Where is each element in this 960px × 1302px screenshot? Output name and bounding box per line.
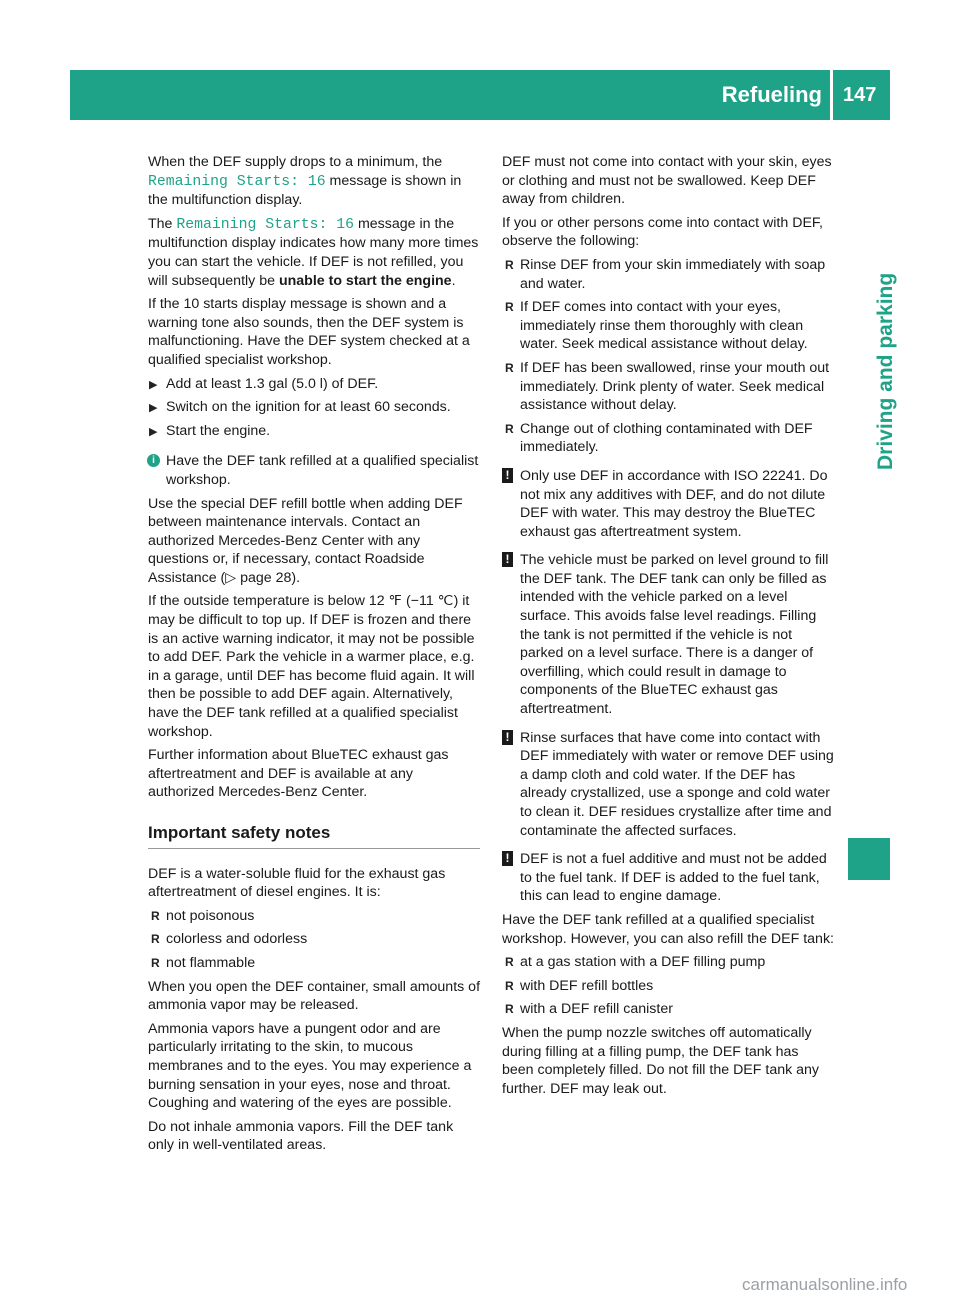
paragraph: When the DEF supply drops to a minimum, the Remaining Starts: 16 message is shown in the multifunction display. — [148, 154, 462, 209]
warning-note: ! Only use DEF in accordance with ISO 22241. Do not mix any additives with DEF, and do not dilute DEF with water. This may destroy the BlueTEC exhaust gas aftertreatment system. — [502, 467, 834, 541]
list-item: R not flammable — [148, 954, 480, 973]
paragraph: DEF is a water-soluble fluid for the exhaust gas aftertreatment of diesel engines. It is: — [148, 865, 446, 901]
paragraph: When you open the DEF container, small amounts of ammonia vapor may be released. — [148, 978, 481, 1014]
list-item: R at a gas station with a DEF filling pump — [502, 953, 834, 972]
list-item: R with DEF refill bottles — [502, 977, 834, 996]
list-item: R Change out of clothing contaminated with DEF immediately. — [502, 420, 834, 457]
paragraph: When the pump nozzle switches off automatically during filling at a filling pump, the DEF tank has been completely filled. Do not fill the DEF tank any further. DEF may leak out. — [502, 1024, 820, 1097]
display-message: Remaining Starts: 16 — [148, 173, 326, 190]
step-item: ▶ Start the engine. — [148, 422, 480, 441]
warning-note: ! DEF is not a fuel additive and must not be added to the fuel tank. If DEF is added to the fuel tank, this can lead to engine damage. — [502, 850, 834, 906]
paragraph: Further information about BlueTEC exhaust gas aftertreatment and DEF is available at any authorized Mercedes-Benz Center. — [148, 747, 449, 801]
section-title: Refueling — [721, 82, 822, 107]
list-item: R with a DEF refill canister — [502, 1000, 834, 1019]
watermark: carmanualsonline.info — [742, 1275, 908, 1294]
list-item: R Rinse DEF from your skin immediately with soap and water. — [502, 256, 834, 293]
paragraph: Use the special DEF refill bottle when adding DEF between maintenance intervals. Contact an authorized Mercedes-Benz Center with any questions or, if necessary, contact Roadside Assistance (▷ page 28). — [148, 495, 463, 586]
step-item: ▶ Switch on the ignition for at least 60 seconds. — [148, 398, 480, 417]
paragraph: Have the DEF tank refilled at a qualified specialist workshop. However, you can also refill the DEF tank: — [502, 911, 834, 947]
header-separator — [830, 70, 833, 120]
list-item: R not poisonous — [148, 907, 480, 926]
left-column — [148, 153, 480, 1160]
paragraph: The Remaining Starts: 16 message in the multifunction display indicates how many more times you can start the vehicle. If DEF is not refilled, you will subsequently be unable to start the engine. — [148, 215, 479, 289]
paragraph: Do not inhale ammonia vapors. Fill the DEF tank only in well-ventilated areas. — [148, 1118, 454, 1154]
paragraph: If the outside temperature is below 12 ℉ (−11 ℃) it may be difficult to top up. If DEF is frozen and there is an active warning indicator, it may not be possible to add DEF. Park the vehicle in a warmer place, e.g. in a garage, until DEF has become fluid again. It will then be possible to add DEF again. Alternatively, have the DEF tank refilled at a qualified specialist workshop. — [148, 593, 475, 740]
section-heading: Important safety notes — [148, 824, 480, 849]
warning-icon: ! — [502, 730, 513, 745]
chapter-marker — [848, 838, 890, 880]
page-reference-link[interactable]: ▷ page 28 — [225, 569, 292, 586]
display-message: Remaining Starts: 16 — [176, 216, 354, 233]
list-item: R colorless and odorless — [148, 930, 480, 949]
paragraph: Ammonia vapors have a pungent odor and are particularly irritating to the skin, to mucous membranes and to the eyes. You may experience a burning sensation in your eyes, nose and throat. Coughing and watering of the eyes are possible. — [148, 1020, 472, 1112]
right-column — [502, 153, 834, 1103]
paragraph: If you or other persons come into contact with DEF, observe the following: — [502, 214, 823, 250]
chapter-label: Driving and parking — [874, 272, 897, 470]
paragraph: DEF must not come into contact with your skin, eyes or clothing and must not be swallowed. Keep DEF away from children. — [502, 154, 832, 208]
info-icon: i — [147, 454, 160, 467]
step-item: ▶ Add at least 1.3 gal (5.0 l) of DEF. — [148, 375, 480, 394]
warning-icon: ! — [502, 552, 513, 567]
page-number: 147 — [843, 84, 877, 106]
list-item: R If DEF has been swallowed, rinse your mouth out immediately. Drink plenty of water. Seek medical assistance without delay. — [502, 359, 834, 415]
list-item: R If DEF comes into contact with your eyes, immediately rinse them thoroughly with clean water. Seek medical assistance without delay. — [502, 298, 834, 354]
warning-note: ! Rinse surfaces that have come into contact with DEF immediately with water or remove DEF using a damp cloth and cold water. If the DEF has already crystallized, use a sponge and cold water to clean it. DEF residues crystallize after time and contaminate the affected surfaces. — [502, 729, 834, 841]
paragraph: If the 10 starts display message is shown and a warning tone also sounds, then the DEF system is malfunctioning. Have the DEF system checked at a qualified specialist workshop. — [148, 296, 470, 368]
warning-note: ! The vehicle must be parked on level ground to fill the DEF tank. The DEF tank can only be filled as intended with the vehicle parked on a level surface. This avoids false level readings. Filling the tank is not permitted if the vehicle is not parked on a level surface. There is a danger of overfilling, which could result in damage to components of the BlueTEC exhaust gas aftertreatment. — [502, 551, 834, 718]
warning-icon: ! — [502, 468, 513, 483]
warning-icon: ! — [502, 851, 513, 866]
info-note: i Have the DEF tank refilled at a qualified specialist workshop. — [148, 452, 480, 489]
